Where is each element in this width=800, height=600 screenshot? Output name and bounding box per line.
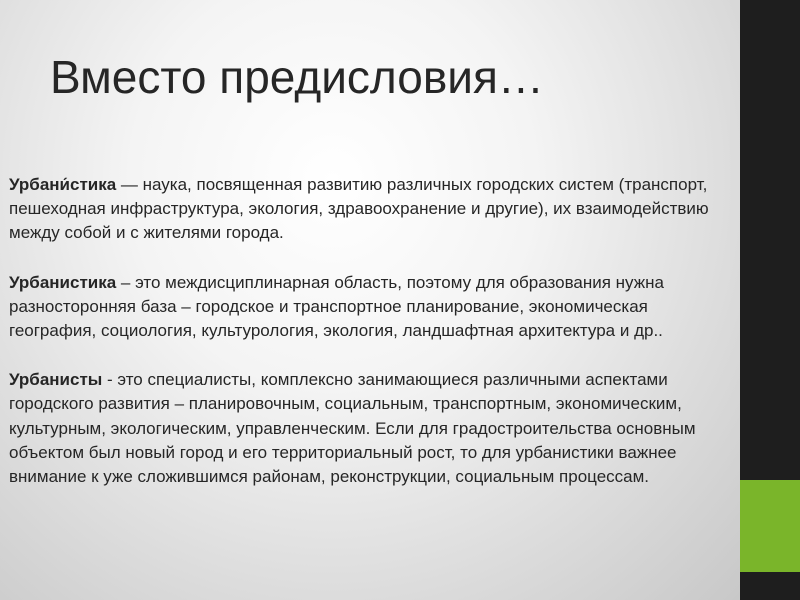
slide-title: Вместо предисловия… xyxy=(50,51,544,103)
term-urbanistika-stressed: Урбани́стика xyxy=(9,175,121,194)
paragraph-urbanistika-interdisciplinary xyxy=(9,271,734,344)
term-urbanisty: Урбанисты xyxy=(9,370,103,390)
term-urbanistika: Урбанистика xyxy=(9,272,117,292)
paragraph-urbanisty xyxy=(9,368,734,489)
definition-text: — наука, посвященная развитию различных городских систем (транспорт, пешеходная инфраструктура, экология, здравоохранение и другие), их взаимодействию между собой и с жителями города. xyxy=(9,175,709,243)
sidebar-green-accent xyxy=(740,480,800,572)
urbanisty-text: - это специалисты, комплексно занимающиеся различными аспектами городского развития – планировочным, социальным, транспортным, экономическим, культурным, экологическим, управленческим. Если для градостроительства основным объектом был новый город и его территориальный рост, то для урбанистики важнее внимание к уже сложившимся районам, реконструкции, социальным процессам. xyxy=(9,370,696,487)
interdisciplinary-text: – это междисциплинарная область, поэтому для образования нужна разносторонняя база – городское и транспортное планирование, экономическая география, социология, культурология, экология, ландшафтная архитектура и др.. xyxy=(9,272,664,341)
paragraph-urbanistika-definition xyxy=(9,173,734,246)
slide-content xyxy=(9,173,734,514)
